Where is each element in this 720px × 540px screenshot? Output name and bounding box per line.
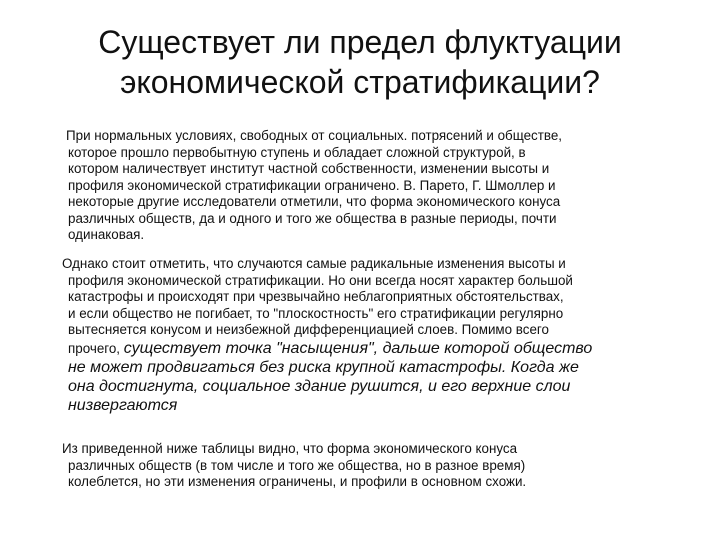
text-line: профиля экономической стратификации ограничено. В. Парето, Г. Шмоллер и xyxy=(68,177,556,193)
text-line: которое прошло первобытную ступень и обладает сложной структурой, в xyxy=(68,144,526,160)
text-line: различных обществ (в том числе и того же общества, но в разное время) xyxy=(68,457,526,473)
text-line: котором наличествует институт частной собственности, изменении высоты и xyxy=(68,161,550,176)
paragraph-radical-changes xyxy=(62,256,682,415)
text-line: одинаковая. xyxy=(68,227,145,242)
italic-line: она достигнута, социальное здание рушится, и его верхние слои xyxy=(68,377,571,395)
paragraph-normal-conditions xyxy=(62,128,682,244)
text-line: вытесняется конусом и неизбежной дифференциацией слоев. Помимо всего xyxy=(68,322,549,337)
text-line: профиля экономической стратификации. Но они всегда носят характер большой xyxy=(68,272,573,288)
title-line-1: Существует ли предел флуктуации xyxy=(98,24,622,60)
slide-title xyxy=(60,22,660,102)
italic-emphasis: существует точка "насыщения", дальше которой общество xyxy=(123,339,593,357)
text-line: катастрофы и происходят при чрезвычайно неблагоприятных обстоятельствах, xyxy=(68,289,564,304)
text-line: Из приведенной ниже таблицы видно, что форма экономического конуса xyxy=(62,441,518,456)
italic-line: низвергаются xyxy=(68,396,178,414)
text-line: и если общество не погибает, то "плоскостность" его стратификации регулярно xyxy=(68,305,564,321)
title-line-2: экономической стратификации? xyxy=(120,64,600,100)
text-line: некоторые другие исследователи отметили, что форма экономического конуса xyxy=(68,194,561,209)
text-plain: прочего, xyxy=(68,340,124,356)
text-line: Однако стоит отметить, что случаются самые радикальные изменения высоты и xyxy=(62,256,566,271)
text-line: колеблется, но эти изменения ограничены, и профили в основном схожи. xyxy=(68,474,527,489)
italic-line: не может продвигаться без риска крупной катастрофы. Когда же xyxy=(68,358,579,376)
paragraph-table-note xyxy=(62,441,682,491)
text-line: различных обществ, да и одного и того же общества в разные периоды, почти xyxy=(68,210,557,226)
text-line: При нормальных условиях, свободных от социальных. потрясений и обществе, xyxy=(66,128,562,143)
mixed-line xyxy=(62,339,682,358)
